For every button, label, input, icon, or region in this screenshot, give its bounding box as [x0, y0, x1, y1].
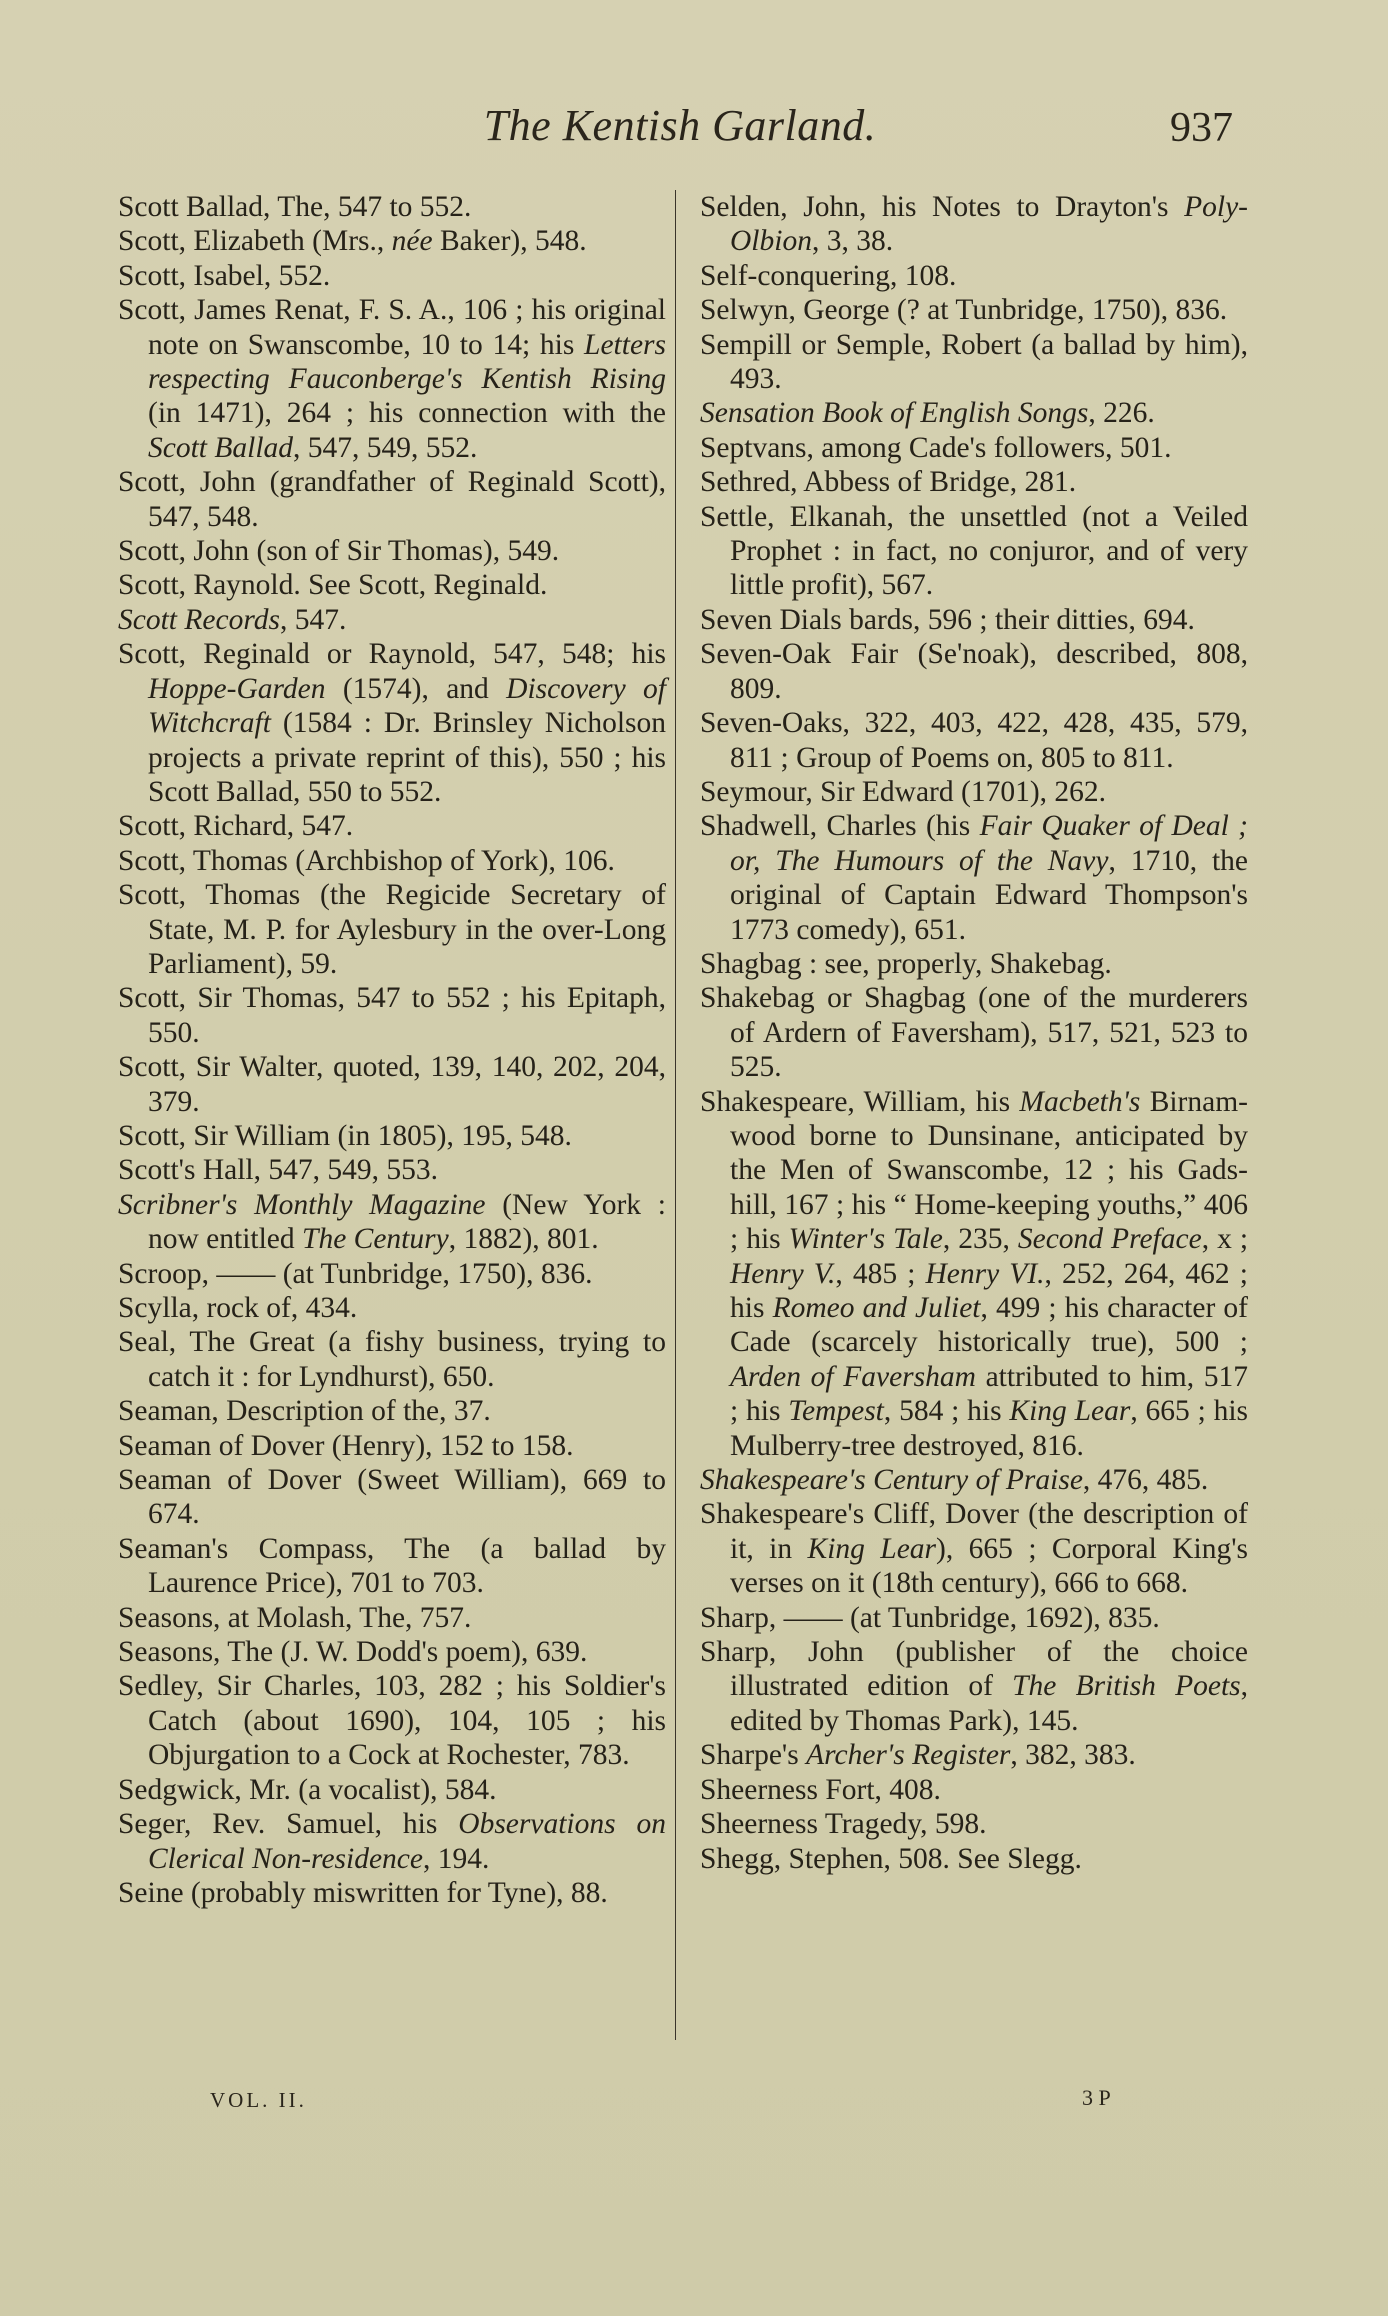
index-entry: Shagbag : see, properly, Shakebag. [700, 947, 1112, 980]
index-entry: Shakespeare's Century of Praise, 476, 485. [700, 1464, 1209, 1497]
index-entry: Sharp, John (publisher of the choice illustrated edition of The British Poets, edited by Thomas Park), 145. [700, 1636, 1249, 1737]
index-entry: Scott, Thomas (Archbishop of York), 106. [118, 844, 615, 877]
index-entry: Shakespeare, William, his Macbeth's Birnam-wood borne to Dunsinane, anticipated by the Men of Swanscombe, 12 ; his Gads-hill, 167 ; his “ Home-keeping youths,” 406 ; his Winter's Tale, 235, Second Preface, x ; Henry V., 485 ; Henry VI., 252, 264, 462 ; his Romeo and Juliet, 499 ; his character of Cade (scarcely historically true), 500 ; Arden of Faversham attributed to him, 517 ; his Tempest, 584 ; his King Lear, 665 ; his Mulberry-tree destroyed, 816. [700, 1085, 1249, 1462]
index-entry: Self-conquering, 108. [700, 259, 957, 292]
index-entry: Seven-Oaks, 322, 403, 422, 428, 435, 579, 811 ; Group of Poems on, 805 to 811. [700, 707, 1248, 774]
index-entry: Sempill or Semple, Robert (a ballad by him), 493. [700, 328, 1248, 396]
index-entry: Scott Ballad, The, 547 to 552. [118, 191, 472, 223]
index-entry: Scott, Richard, 547. [118, 810, 354, 843]
index-entry: Shegg, Stephen, 508. See Slegg. [700, 1842, 1082, 1875]
index-entry: Scott, Reginald or Raynold, 547, 548; his Hoppe-Garden (1574), and Discovery of Witchcraft (1584 : Dr. Brinsley Nicholson projects a private reprint of this), 550 ; his Scott Ballad, 550 to 552. [118, 638, 667, 808]
index-entry: Settle, Elkanah, the unsettled (not a Veiled Prophet : in fact, no conjuror, and of very little profit), 567. [700, 500, 1248, 602]
index-entry: Scribner's Monthly Magazine (New York : now entitled The Century, 1882), 801. [118, 1188, 666, 1256]
index-entry: Scott, Thomas (the Regicide Secretary of State, M. P. for Aylesbury in the over-Long Parliament), 59. [118, 879, 666, 980]
index-entry: Sedgwick, Mr. (a vocalist), 584. [118, 1773, 497, 1806]
index-entry: Sedley, Sir Charles, 103, 282 ; his Soldier's Catch (about 1690), 104, 105 ; his Objurgation to a Cock at Rochester, 783. [118, 1670, 666, 1772]
index-entry: Seger, Rev. Samuel, his Observations on Clerical Non-residence, 194. [118, 1808, 666, 1875]
index-entry: Scroop, —— (at Tunbridge, 1750), 836. [118, 1257, 593, 1290]
index-entry: Scott's Hall, 547, 549, 553. [118, 1154, 438, 1187]
index-entry: Seymour, Sir Edward (1701), 262. [700, 775, 1107, 808]
index-entry: Seal, The Great (a fishy business, trying to catch it : for Lyndhurst), 650. [118, 1326, 666, 1393]
index-entry: Seven Dials bards, 596 ; their ditties, 694. [700, 603, 1195, 636]
index-entry: Sheerness Tragedy, 598. [700, 1808, 987, 1841]
index-column-left [118, 190, 666, 1910]
index-entry: Seasons, at Molash, The, 757. [118, 1601, 472, 1634]
index-entry: Scott, John (grandfather of Reginald Scott), 547, 548. [118, 466, 666, 533]
index-entry: Sethred, Abbess of Bridge, 281. [700, 466, 1077, 499]
index-entry: Sharp, —— (at Tunbridge, 1692), 835. [700, 1601, 1160, 1634]
index-entry: Seaman of Dover (Henry), 152 to 158. [118, 1429, 574, 1462]
index-entry: Selden, John, his Notes to Drayton's Poly-Olbion, 3, 38. [700, 191, 1248, 258]
index-entry: Scylla, rock of, 434. [118, 1292, 358, 1324]
running-title: The Kentish Garland. [483, 101, 877, 150]
index-entry: Scott, John (son of Sir Thomas), 549. [118, 535, 560, 568]
index-entry: Seven-Oak Fair (Se'noak), described, 808, 809. [700, 638, 1248, 705]
column-divider [675, 190, 676, 2040]
index-entry: Scott, Raynold. See Scott, Reginald. [118, 569, 548, 602]
index-entry: Sensation Book of English Songs, 226. [700, 397, 1155, 430]
index-entry: Seasons, The (J. W. Dodd's poem), 639. [118, 1636, 588, 1669]
index-entry: Shadwell, Charles (his Fair Quaker of Deal ; or, The Humours of the Navy, 1710, the original of Captain Edward Thompson's 1773 comedy), 651. [700, 810, 1249, 946]
index-entry: Seine (probably miswritten for Tyne), 88. [118, 1876, 608, 1909]
index-entry: Shakespeare's Cliff, Dover (the description of it, in King Lear), 665 ; Corporal King's verses on it (18th century), 666 to 668. [700, 1498, 1248, 1600]
index-entry: Scott, Sir Thomas, 547 to 552 ; his Epitaph, 550. [118, 982, 666, 1049]
index-entry: Seaman's Compass, The (a ballad by Laurence Price), 701 to 703. [118, 1532, 666, 1600]
index-entry: Sheerness Fort, 408. [700, 1773, 941, 1806]
index-column-right [700, 190, 1248, 1876]
index-entry: Seaman, Description of the, 37. [118, 1395, 491, 1428]
index-entry: Scott, Isabel, 552. [118, 259, 331, 292]
index-entry: Scott, James Renat, F. S. A., 106 ; his original note on Swanscombe, 10 to 14; his Letters respecting Fauconberge's Kentish Rising (in 1471), 264 ; his connection with the Scott Ballad, 547, 549, 552. [118, 294, 666, 464]
index-entry: Shakebag or Shagbag (one of the murderers of Ardern of Faversham), 517, 521, 523 to 525. [700, 982, 1248, 1084]
volume-label: VOL. II. [210, 2088, 307, 2112]
index-entry: Scott Records, 547. [118, 603, 347, 636]
index-entry: Septvans, among Cade's followers, 501. [700, 431, 1172, 464]
page-number: 937 [1170, 105, 1233, 151]
signature-mark: 3 P [1082, 2085, 1111, 2110]
index-entry: Scott, Sir William (in 1805), 195, 548. [118, 1119, 572, 1152]
index-entry: Scott, Sir Walter, quoted, 139, 140, 202, 204, 379. [118, 1051, 666, 1118]
index-entry: Selwyn, George (? at Tunbridge, 1750), 836. [700, 294, 1228, 327]
index-entry: Scott, Elizabeth (Mrs., née Baker), 548. [118, 225, 587, 258]
index-entry: Sharpe's Archer's Register, 382, 383. [700, 1739, 1136, 1772]
index-entry: Seaman of Dover (Sweet William), 669 to 674. [118, 1464, 666, 1531]
